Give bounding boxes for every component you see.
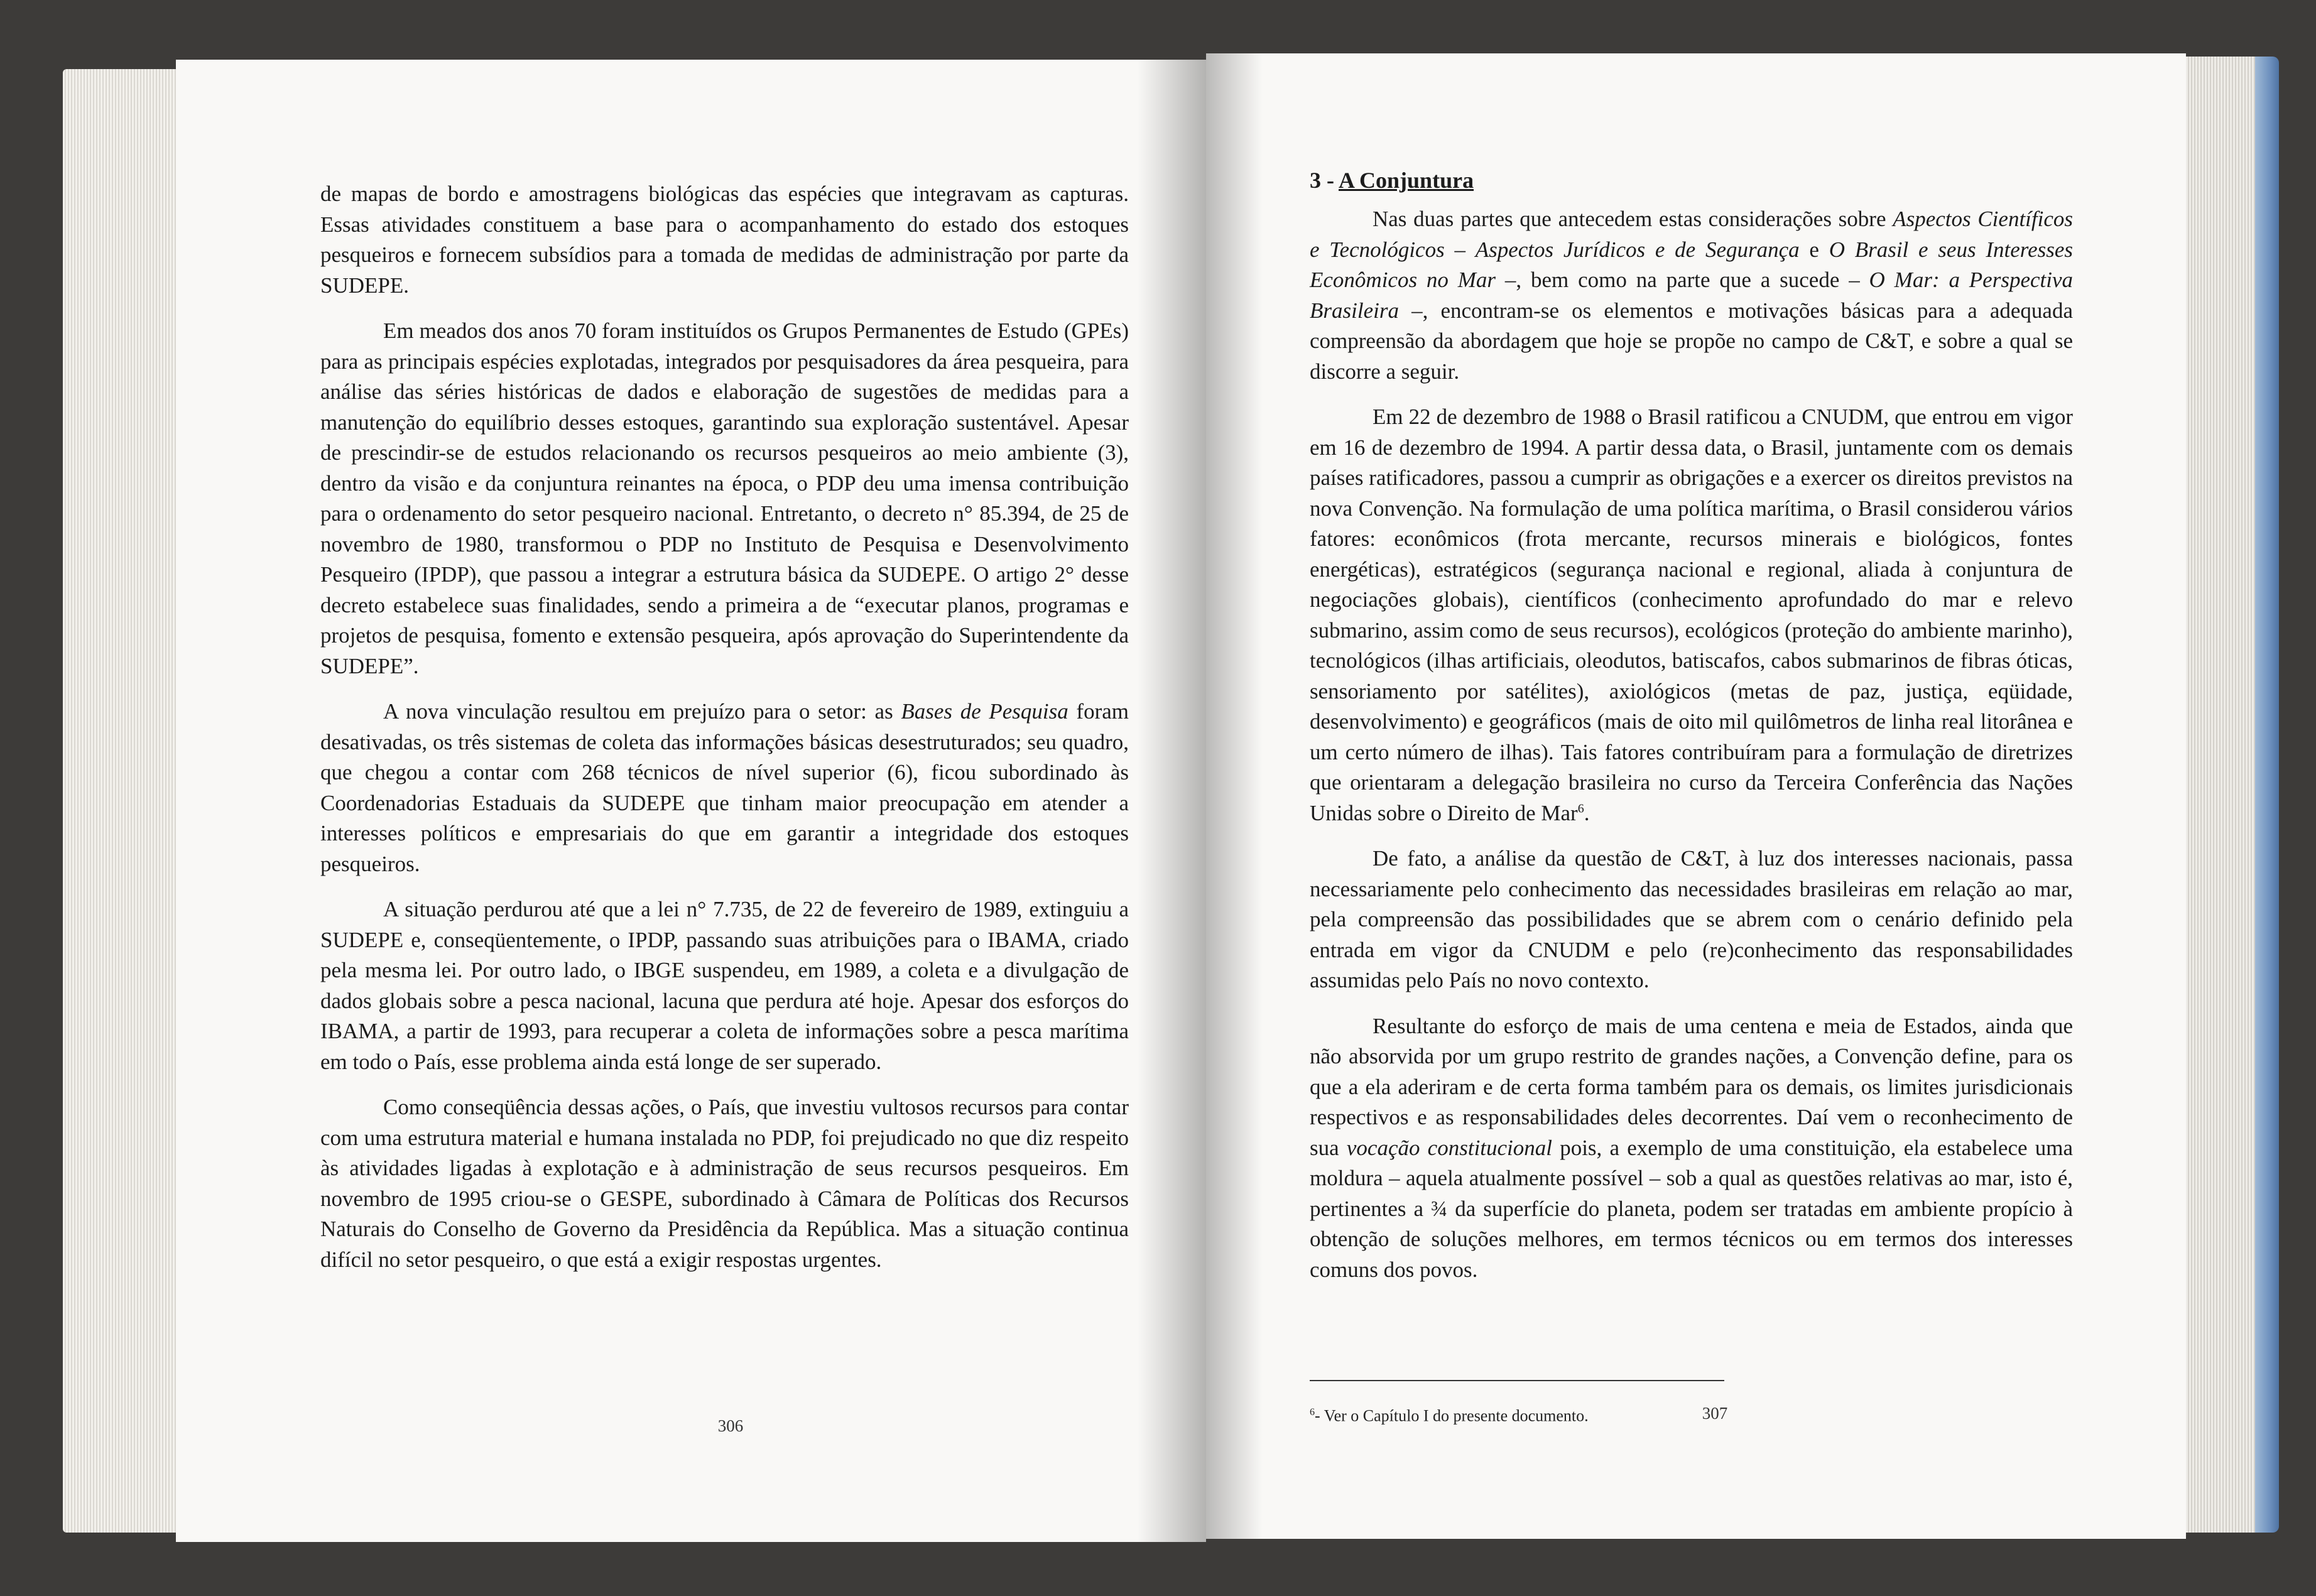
italic-text: vocação constitucional — [1346, 1135, 1552, 1160]
footnote-reference: 6 — [1577, 801, 1584, 815]
right-page-edges — [2173, 57, 2268, 1533]
paragraph: Como conseqüência dessas ações, o País, que investiu vultosos recursos para contar com uma estrutura material e humana instalada no PDP, foi prejudicado no que diz respeito às atividades ligadas à explotação e à administração de seus recursos pesqueiros. Em novembro de 1995 criou-se o GESPE, subordinado à Câmara de Políticas dos Recursos Naturais do Conselho de Governo da Presidência da República. Mas a situação continua difícil no setor pesqueiro, o que está a exigir respostas urgentes. — [320, 1095, 1129, 1272]
text-run: Resultante do esforço de mais de uma centena e meia de Estados, ainda que não absorvida por um grupo restrito de grandes nações, a Convenção define, para os que a ela aderiram e de certa forma também para os demais, os limites jurisdicionais respectivos e as responsabilidades deles decorrentes. Daí vem o reconhecimento de sua — [1310, 1013, 2073, 1160]
gutter-shadow — [1206, 53, 1263, 1539]
page-number: 306 — [717, 1416, 744, 1435]
italic-text: Aspectos Científicos e Tecnológicos — [1310, 207, 2073, 262]
italic-text: Bases de Pesquisa — [901, 699, 1068, 724]
right-page-body — [1310, 165, 2073, 1300]
text-run: –, encontram-se os elementos e motivações básicas para a adequada compreensão da abordagem que hoje se propõe no campo de C&T, e sobre a qual se discorre a seguir. — [1310, 298, 2073, 384]
text-run: foram desativadas, os três sistemas de coleta das informações básicas desestruturados; seu quadro, que chegou a contar com 268 técnicos de nível superior (6), ficou subordinado às Coordenadorias Estaduais da SUDEPE que tinham maior preocupação em atender a interesses políticos e empresariais do que em garantir a integridade dos estoques pesqueiros. — [320, 699, 1129, 876]
left-page — [176, 60, 1206, 1542]
text-run: pois, a exemplo de uma constituição, ela estabelece uma moldura – aquela atualmente possível – sob a qual as questões relativas ao mar, isto é, pertinentes a ¾ da superfície do planeta, podem ser tratadas em ambiente propício à obtenção de soluções melhores, em termos técnicos ou em termos dos interesses comuns dos povos. — [1310, 1135, 2074, 1282]
paragraph — [1310, 204, 2073, 387]
italic-text: O Mar: a Perspectiva Brasileira — [1310, 268, 2073, 323]
paragraph — [1310, 1011, 2073, 1286]
italic-text: Aspectos Jurídicos e de Segurança — [1475, 237, 1800, 262]
left-page-body — [320, 179, 1129, 1290]
heading-number: 3 - — [1310, 168, 1339, 193]
paragraph: Em meados dos anos 70 foram instituídos os Grupos Permanentes de Estudo (GPEs) para as principais espécies explotadas, integrados por pesquisadores da área pesqueira, para análise das séries históricas de dados e elaboração de sugestões de medidas para a manutenção do equilíbrio desses estoques, garantindo sua exploração sustentável. Apesar de prescindir-se de estudos relacionando os recursos pesqueiros ao meio ambiente (3), dentro da visão e da conjuntura reinantes na época, o PDP deu uma imensa contribuição para o ordenamento do setor pesqueiro nacional. Entretanto, o decreto n° 85.394, de 25 de novembro de 1980, transformou o PDP no Instituto de Pesquisa e Desenvolvimento Pesqueiro (IPDP), que passou a integrar a estrutura básica da SUDEPE. O artigo 2° desse decreto estabelece suas finalidades, sendo a primeira a de “executar planos, programas e projetos de pesquisa, fomento e extensão pesqueira, após aprovação do Superintendente da SUDEPE”. — [320, 318, 1129, 678]
heading-title: A Conjuntura — [1339, 168, 1474, 193]
right-page — [1206, 53, 2186, 1539]
blue-cover-edge — [2255, 57, 2279, 1533]
left-page-edges — [63, 69, 188, 1533]
text-run: Em 22 de dezembro de 1988 o Brasil ratificou a CNUDM, que entrou em vigor em 16 de dezembro de 1994. A partir dessa data, o Brasil, juntamente com os demais países ratificadores, passou a cumprir as obrigações e a exercer os direitos previstos na nova Convenção. Na formulação de uma política marítima, o Brasil considerou vários fatores: econômicos (frota mercante, recursos minerais e biológicos, fontes energéticas), estratégicos (segurança nacional e regional, aliada à conjuntura de negociações globais), científicos (conhecimento aprofundado do mar e relevo submarino, assim como de seus recursos), ecológicos (proteção do ambiente marinho), tecnológicos (ilhas artificiais, oleodutos, batiscafos, cabos submarinos de fibras óticas, sensoriamento por satélites), axiológicos (metas de paz, justiça, eqüidade, desenvolvimento) e geográficos (mais de oito mil quilômetros de linha real litorânea e um certo número de ilhas). Tais fatores contribuíram para a formulação de diretrizes que orientaram a delegação brasileira no curso da Terceira Conferência das Nações Unidas sobre o Direito de Mar — [1310, 404, 2073, 825]
text-run: A nova vinculação resultou em prejuízo para o setor: as — [383, 699, 901, 724]
paragraph: De fato, a análise da questão de C&T, à luz dos interesses nacionais, passa necessariamente pelo conhecimento das necessidades brasileiras em relação ao mar, pela compreensão das possibilidades que se abrem com o cenário definido pela entrada em vigor da CNUDM e pelo (re)conhecimento das responsabilidades assumidas pelo País no novo contexto. — [1310, 846, 2073, 992]
text-run: –, bem como na parte que a sucede – — [1496, 268, 1869, 292]
footnote-text: - Ver o Capítulo I do presente documento. — [1315, 1406, 1589, 1425]
paragraph — [1310, 402, 2073, 828]
paragraph: A situação perdurou até que a lei n° 7.735, de 22 de fevereiro de 1989, extinguiu a SUDEPE e, conseqüentemente, o IPDP, passando suas atribuições para o IBAMA, criado pela mesma lei. Por outro lado, o IBGE suspendeu, em 1989, a coleta e a divulgação de dados globais sobre a pesca nacional, lacuna que perdura até hoje. Apesar dos esforços do IBAMA, a partir de 1993, para recuperar a coleta de informações sobre a pesca marítima em todo o País, esse problema ainda está longe de ser superado. — [320, 897, 1129, 1074]
text-run: . — [1584, 800, 1590, 825]
footnote-mark: 6 — [1310, 1407, 1315, 1418]
paragraph: de mapas de bordo e amostragens biológicas das espécies que integravam as capturas. Essas atividades constituem a base para o acompanhamento do estado dos estoques pesqueiros e fornecem subsídios para a tomada de medidas de administração por parte da SUDEPE. — [320, 182, 1129, 298]
page-number: 307 — [1702, 1404, 1728, 1423]
text-run: – — [1444, 237, 1476, 262]
gutter-shadow — [1137, 60, 1206, 1542]
italic-text: O Brasil e seus Interesses Econômicos no Mar — [1310, 237, 2074, 292]
paragraph — [320, 697, 1129, 879]
section-heading — [1310, 165, 2073, 195]
text-run: e — [1799, 237, 1829, 262]
text-run: Nas duas partes que antecedem estas considerações sobre — [1373, 207, 1893, 231]
footnote-rule — [1310, 1380, 1724, 1381]
